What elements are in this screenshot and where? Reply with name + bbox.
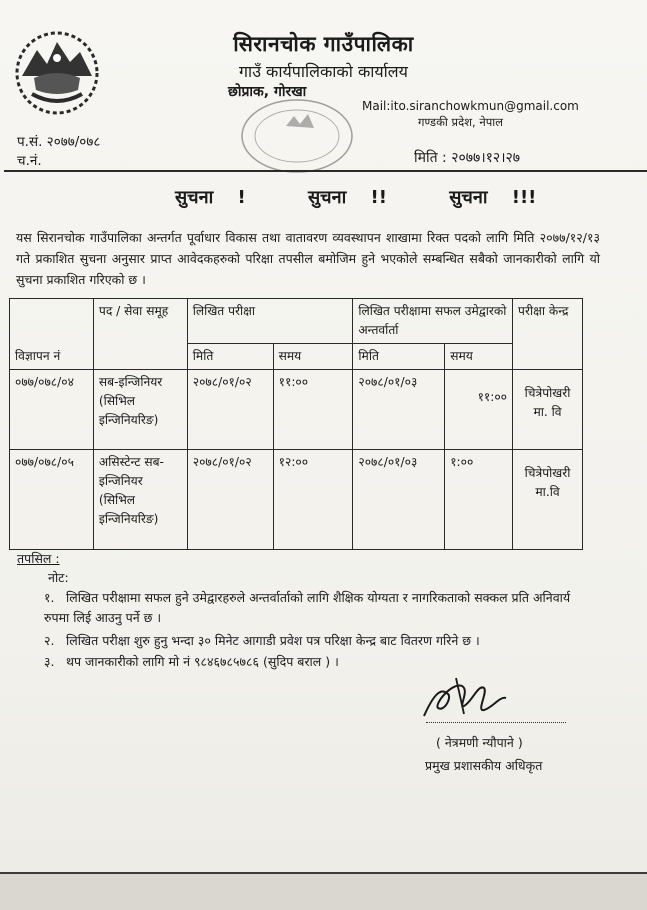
page-shadow: [0, 874, 647, 910]
header-written-date: मिति: [187, 344, 273, 370]
dispatch-number: च.नं.: [17, 153, 42, 169]
cell-interview-time: १:००: [445, 450, 513, 550]
note-text: लिखित परीक्षामा सफल हुने उमेद्वारहरुले अन्तर्वार्ताको लागि शैक्षिक योग्यता र नागरिकताको सक्कल प्रति अनिवार्य रुपमा लिई आउनु पर्ने छ ।: [44, 590, 571, 625]
reference-number: प.सं. २०७७/०७८: [17, 134, 101, 150]
header-ad-no: विज्ञापन नं: [10, 299, 94, 370]
cell-ad-no: ०७७/०७८/०४: [10, 370, 94, 450]
note-number: १.: [44, 590, 55, 605]
header-interview-time: समय: [445, 344, 513, 370]
notice-body: यस सिरानचोक गाउँपालिका अन्तर्गत पूर्वाधार विकास तथा वातावरण व्यवस्थापन शाखामा रिक्त पदको लागि मिति २०७७/१२/१३ गते प्रकाशित सुचना अनुसार प्राप्त आवेदकहरुको परिक्षा तपसील बमोजिम हुने भएकोले सम्बन्धित सबैको जानकारीको लागि यो सुचना प्रकाशित गरिएको छ ।: [16, 230, 600, 287]
header-interview: लिखित परीक्षामा सफल उमेद्वारको अन्तर्वार्ता: [353, 299, 513, 344]
cell-interview-date: २०७८/०१/०३: [353, 370, 445, 450]
signature-line: [426, 722, 566, 723]
header-divider: [4, 170, 647, 172]
office-address: छोप्राक, गोरखा: [228, 84, 307, 100]
org-name: सिरानचोक गाउँपालिका: [233, 32, 414, 56]
signatory-title: प्रमुख प्रशासकीय अधिकृत: [425, 758, 543, 773]
note-label: नोट:: [48, 570, 69, 585]
letter-date: मिति : २०७७।१२।२७: [414, 150, 521, 166]
cell-interview-date: २०७८/०१/०३: [353, 450, 445, 550]
office-stamp-icon: [238, 96, 356, 176]
cell-written-date: २०७८/०१/०२: [187, 370, 273, 450]
header-exam-center: परीक्षा केन्द्र: [513, 299, 583, 370]
cell-post: असिस्टेन्ट सब-इन्जिनियर (सिभिल इन्जिनियरिङ): [93, 450, 187, 550]
header-written-exam: लिखित परीक्षा: [187, 299, 353, 344]
handwritten-signature-icon: [418, 668, 513, 728]
table-header-row: [10, 299, 583, 344]
cell-exam-center: चित्रेपोखरी मा.वि: [513, 450, 583, 550]
cell-post: सब-इन्जिनियर (सिभिल इन्जिनियरिङ): [93, 370, 187, 450]
note-item: [44, 631, 574, 651]
header-interview-date: मिति: [353, 344, 445, 370]
cell-exam-center: चित्रेपोखरी मा. वि: [513, 370, 583, 450]
cell-interview-time: ११:००: [445, 370, 513, 450]
cell-ad-no: ०७७/०७८/०५: [10, 450, 94, 550]
note-text: लिखित परीक्षा शुरु हुनु भन्दा ३० मिनेट आगाडी प्रवेश पत्र परिक्षा केन्द्र बाट वितरण गरिने छ ।: [65, 633, 480, 648]
header-written-time: समय: [273, 344, 353, 370]
notice-heading-2: सुचना !!: [308, 187, 387, 208]
cell-written-time: ११:००: [273, 370, 353, 450]
cell-written-date: २०७८/०१/०२: [187, 450, 273, 550]
notice-heading: [175, 185, 574, 209]
header-post: पद / सेवा समूह: [93, 299, 187, 370]
notice-heading-1: सुचना !: [175, 187, 246, 208]
note-item: [44, 588, 574, 628]
province-text: गण्डकी प्रदेश, नेपाल: [418, 115, 504, 129]
note-number: ३.: [44, 654, 55, 669]
table-row: [10, 450, 583, 550]
table-row: [10, 370, 583, 450]
exam-schedule-table: [9, 298, 583, 550]
signatory-name: ( नेत्रमणी न्यौपाने ): [436, 735, 523, 750]
note-number: २.: [44, 633, 55, 648]
note-text: थप जानकारीको लागि मो नं ९८४६७८५७८६ (सुदिप बराल ) ।: [65, 654, 339, 669]
cell-written-time: १२:००: [273, 450, 353, 550]
details-heading: तपसिल :: [17, 551, 60, 566]
office-name: गाउँ कार्यपालिकाको कार्यालय: [239, 62, 408, 81]
notice-heading-3: सुचना !!!: [449, 187, 537, 208]
email-address[interactable]: Mail:ito.siranchowkmun@gmail.com: [362, 99, 579, 113]
